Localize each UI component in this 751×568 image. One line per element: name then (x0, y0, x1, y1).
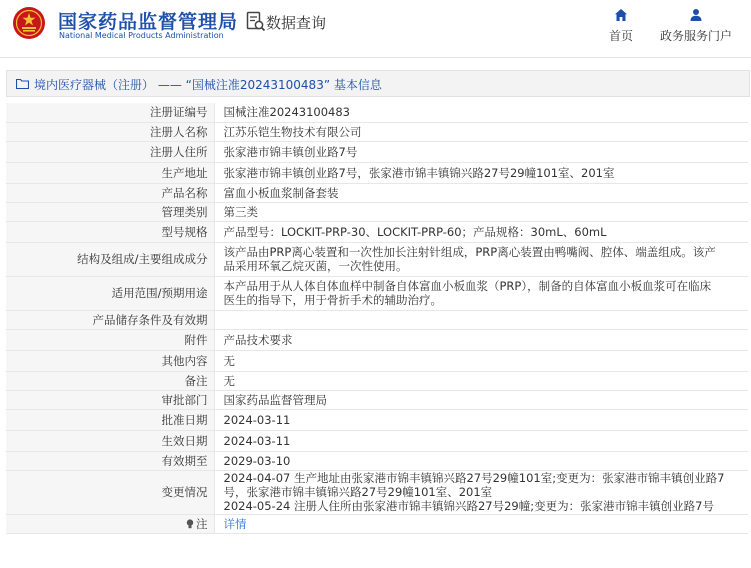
field-value (214, 202, 748, 221)
field-value-line: 国家药品监督管理局 (223, 392, 327, 407)
field-label: 有效期至 (6, 451, 214, 470)
field-value-line: 无 (223, 353, 235, 368)
field-value-line: 第三类 (223, 204, 258, 219)
table-row (6, 451, 748, 470)
module-title: 数据查询 (266, 14, 327, 32)
table-row (6, 310, 748, 329)
field-label: 注册人名称 (6, 122, 214, 141)
field-value-line: 号，张家港市锦丰镇锦兴路27号29幢101室、201室 (223, 485, 493, 499)
field-value-line: 国械注准20243100483 (223, 105, 350, 120)
lightbulb-icon (186, 519, 194, 529)
field-value-line: 产品型号：LOCKIT-PRP-30、LOCKIT-PRP-60；产品规格：30mL、60mL (223, 224, 607, 239)
table-row (6, 202, 748, 221)
field-value-line: 江苏乐铠生物技术有限公司 (223, 124, 362, 139)
table-row (6, 103, 748, 122)
field-label: 生效日期 (6, 430, 214, 451)
table-row (6, 183, 748, 202)
table-row (6, 371, 748, 390)
table-row (6, 141, 748, 162)
field-label: 审批部门 (6, 390, 214, 409)
field-value-line: 本产品用于从人体自体血样中制备自体富血小板血浆（PRP），制备的自体富血小板血浆可在临床 (223, 279, 712, 293)
field-value-line: 品采用环氧乙烷灭菌，一次性使用。 (223, 259, 408, 273)
field-value (214, 371, 748, 390)
field-value (214, 141, 748, 162)
field-value (214, 430, 748, 451)
field-value (214, 350, 748, 371)
field-value-line: 2024-05-24 注册人住所由张家港市锦丰镇锦兴路27号29幢;变更为：张家港市锦丰镇创业路7号 (223, 499, 714, 513)
field-value (214, 183, 748, 202)
nav-gov-portal-label: 政务服务门户 (659, 29, 732, 43)
national-emblem-icon (12, 6, 46, 40)
field-value-line: 张家港市锦丰镇创业路7号 (223, 144, 358, 159)
table-row (6, 122, 748, 141)
table-row (6, 221, 748, 242)
field-value (214, 329, 748, 350)
field-label: 管理类别 (6, 202, 214, 221)
field-value (214, 221, 748, 242)
field-value (214, 162, 748, 183)
nav-gov-portal-link[interactable] (656, 8, 736, 44)
field-value (214, 390, 748, 409)
table-row (6, 329, 748, 350)
field-value-line: 2024-04-07 生产地址由张家港市锦丰镇锦兴路27号29幢101室;变更为：张家港市锦丰镇创业路7 (223, 471, 725, 485)
field-label: 备注 (6, 371, 214, 390)
field-label: 批准日期 (6, 409, 214, 430)
field-value-line: 张家港市锦丰镇创业路7号，张家港市锦丰镇锦兴路27号29幢101室、201室 (223, 165, 615, 180)
field-label: 产品储存条件及有效期 (6, 310, 214, 329)
field-label: 结构及组成/主要组成成分 (6, 242, 214, 276)
nav-home-label: 首页 (608, 29, 633, 43)
device-info-table (6, 103, 748, 534)
table-row (6, 242, 748, 276)
breadcrumb (6, 70, 750, 97)
field-value-line: 2024-03-11 (223, 433, 291, 448)
field-label: 型号规格 (6, 221, 214, 242)
site-logo-subtitle: National Medical Products Administration (59, 31, 224, 40)
field-value (214, 242, 748, 276)
home-icon (614, 8, 628, 22)
field-value-line: 无 (223, 373, 235, 388)
field-value-line: 该产品由PRP离心装置和一次性加长注射针组成，PRP离心装置由鸭嘴阀、腔体、端盖组成。该产 (223, 245, 716, 259)
field-value (214, 276, 748, 310)
field-label: 变更情况 (6, 470, 214, 514)
field-value-line: 2029-03-10 (223, 453, 291, 468)
folder-icon (16, 78, 29, 89)
site-header (0, 0, 751, 58)
field-label: 产品名称 (6, 183, 214, 202)
table-row (6, 162, 748, 183)
field-value-line: 产品技术要求 (223, 332, 293, 347)
table-row (6, 276, 748, 310)
field-value (214, 470, 748, 514)
user-icon (689, 8, 703, 22)
field-label: 生产地址 (6, 162, 214, 183)
field-value-line: 医生的指导下，用于骨折手术的辅助治疗。 (223, 293, 442, 307)
table-row (6, 430, 748, 451)
field-label: 附件 (6, 329, 214, 350)
details-link[interactable]: 详情 (223, 516, 247, 531)
field-value-line: 2024-03-11 (223, 412, 291, 427)
field-value (214, 310, 748, 329)
note-row (6, 514, 748, 533)
data-search-icon (246, 11, 266, 33)
table-row (6, 470, 748, 514)
table-row (6, 350, 748, 371)
breadcrumb-text: 境内医疗器械（注册） —— “国械注准20243100483” 基本信息 (34, 78, 382, 92)
field-label: 注册证编号 (6, 103, 214, 122)
note-value (214, 514, 748, 533)
field-label: 注册人住所 (6, 141, 214, 162)
field-value (214, 122, 748, 141)
field-label: 适用范围/预期用途 (6, 276, 214, 310)
field-value (214, 409, 748, 430)
site-logo-title: 国家药品监督管理局 (58, 11, 239, 33)
field-label: 其他内容 (6, 350, 214, 371)
table-row (6, 390, 748, 409)
field-value-line: 富血小板血浆制备套装 (223, 185, 339, 200)
table-row (6, 409, 748, 430)
note-label: 注 (196, 516, 208, 531)
note-label-cell (6, 514, 214, 533)
field-value (214, 103, 748, 122)
field-value (214, 451, 748, 470)
nav-home-link[interactable] (605, 8, 637, 44)
